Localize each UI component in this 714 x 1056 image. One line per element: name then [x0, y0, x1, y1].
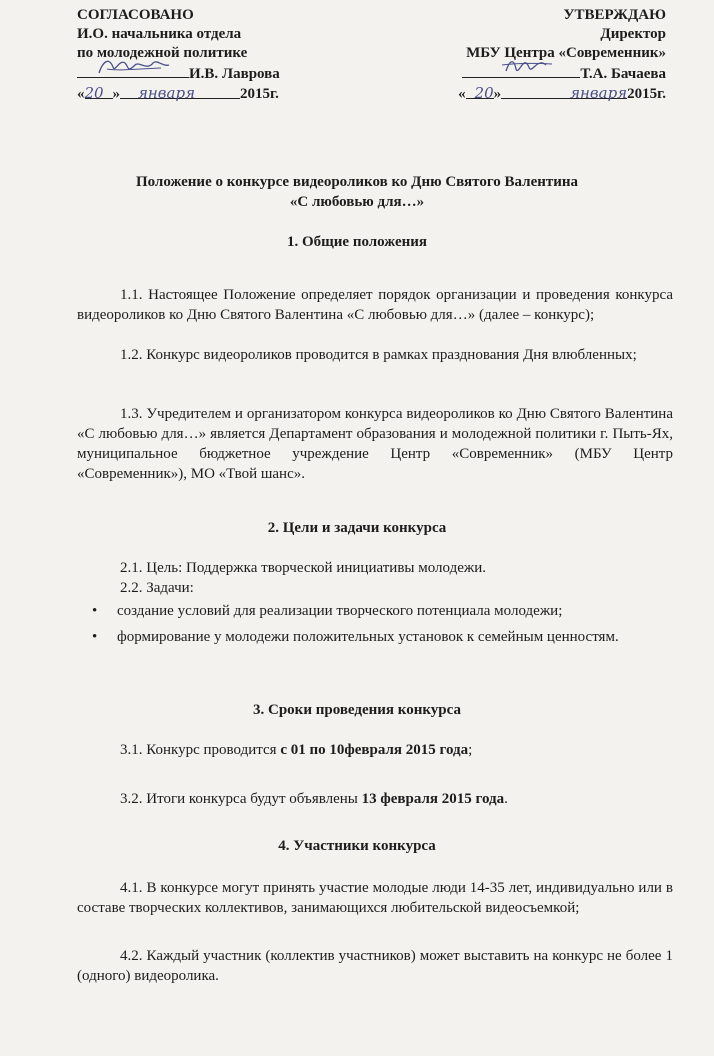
document-title [0, 172, 714, 212]
bullet-icon: • [92, 629, 98, 645]
date-quote-open: « [458, 86, 466, 102]
handwritten-signature-left [77, 53, 187, 79]
approval-right-date [376, 84, 666, 104]
document-title-line2: «С любовью для…» [289, 194, 425, 210]
approval-right-heading: УТВЕРЖДАЮ [563, 7, 666, 23]
paragraph-2-1: 2.1. Цель: Поддержка творческой инициативы молодежи. [120, 560, 487, 576]
signature-blank [462, 63, 580, 78]
date-quote-close: » [112, 86, 120, 102]
list-item-text: формирование у молодежи положительных установок к семейным ценностям. [117, 629, 619, 645]
date-month-handwritten: января [570, 84, 628, 102]
date-month-handwritten: января [138, 84, 196, 102]
list-item [92, 627, 673, 647]
section-heading-1: 1. Общие положения [286, 234, 428, 250]
bullet-icon: • [92, 603, 98, 619]
paragraph-3-2-text: 3.2. Итоги конкурса будут объявлены [120, 791, 362, 807]
document-title-line1: Положение о конкурсе видеороликов ко Дню Святого Валентина [135, 174, 579, 190]
paragraph-1-3: 1.3. Учредителем и организатором конкурса видеороликов ко Дню Святого Валентина «С любовью для…» является Департамент образования и молодежной политики г. Пыть-Ях, муниципальное бюджетное учреждение Центр «Современник» (МБУ Центр «Современник»), МО «Твой шанс». [77, 406, 673, 482]
paragraph-3-1-end: ; [468, 742, 473, 758]
date-month-blank [120, 84, 240, 102]
list-item [92, 601, 673, 621]
approval-left-position: И.О. начальника отдела [77, 26, 242, 42]
paragraph-3-2 [120, 789, 673, 809]
section-heading-2: 2. Цели и задачи конкурса [267, 520, 447, 536]
date-day-blank [84, 84, 113, 102]
date-year: 2015г. [240, 86, 279, 102]
approval-right-signature-line [376, 63, 666, 84]
approval-block-right [376, 6, 666, 104]
section-heading-4: 4. Участники конкурса [278, 838, 436, 854]
date-quote-close: » [493, 86, 502, 102]
date-quote-open: « [77, 86, 85, 102]
paragraph-1-2: 1.2. Конкурс видеороликов проводится в рамках празднования Дня влюбленных; [120, 347, 637, 363]
signature-blank [77, 63, 189, 78]
paragraph-2-2: 2.2. Задачи: [120, 580, 194, 596]
approval-right-position: Директор [600, 26, 666, 42]
paragraph-1-1: 1.1. Настоящее Положение определяет порядок организации и проведения конкурса видеороликов ко Дню Святого Валентина «С любовью для…» (далее – конкурс); [77, 287, 673, 323]
paragraph-3-1 [120, 740, 673, 760]
date-day-handwritten: 20 [84, 84, 104, 102]
paragraph-4-2: 4.2. Каждый участник (коллектив участников) может выставить на конкурс не более 1 (одного) видеоролика. [77, 948, 673, 984]
date-year: 2015г. [627, 86, 666, 102]
date-day-blank [466, 84, 494, 102]
approval-right-organization: МБУ Центра «Современник» [466, 45, 666, 61]
approval-left-heading: СОГЛАСОВАНО [77, 7, 194, 23]
paragraph-3-2-end: . [504, 791, 508, 807]
paragraph-3-2-date: 13 февраля 2015 года [361, 791, 505, 807]
approval-left-date [77, 84, 337, 104]
approval-left-signature-line [77, 63, 337, 84]
paragraph-4-1: 4.1. В конкурсе могут принять участие молодые люди 14-35 лет, индивидуально или в составе творческих коллективов, занимающихся любительской видеосъемкой; [77, 880, 673, 916]
paragraph-3-1-dates: с 01 по 10февраля 2015 года [280, 742, 469, 758]
approval-left-department: по молодежной политике [77, 45, 248, 61]
date-month-blank [501, 84, 628, 102]
list-item-text: создание условий для реализации творческого потенциала молодежи; [117, 603, 563, 619]
approval-left-signer: И.В. Лаврова [189, 66, 280, 82]
date-day-handwritten: 20 [474, 84, 494, 102]
handwritten-signature-right [462, 53, 580, 79]
section-heading-3: 3. Сроки проведения конкурса [253, 702, 461, 718]
paragraph-3-1-text: 3.1. Конкурс проводится [120, 742, 281, 758]
approval-block-left [77, 6, 337, 104]
approval-right-signer: Т.А. Бачаева [580, 66, 666, 82]
